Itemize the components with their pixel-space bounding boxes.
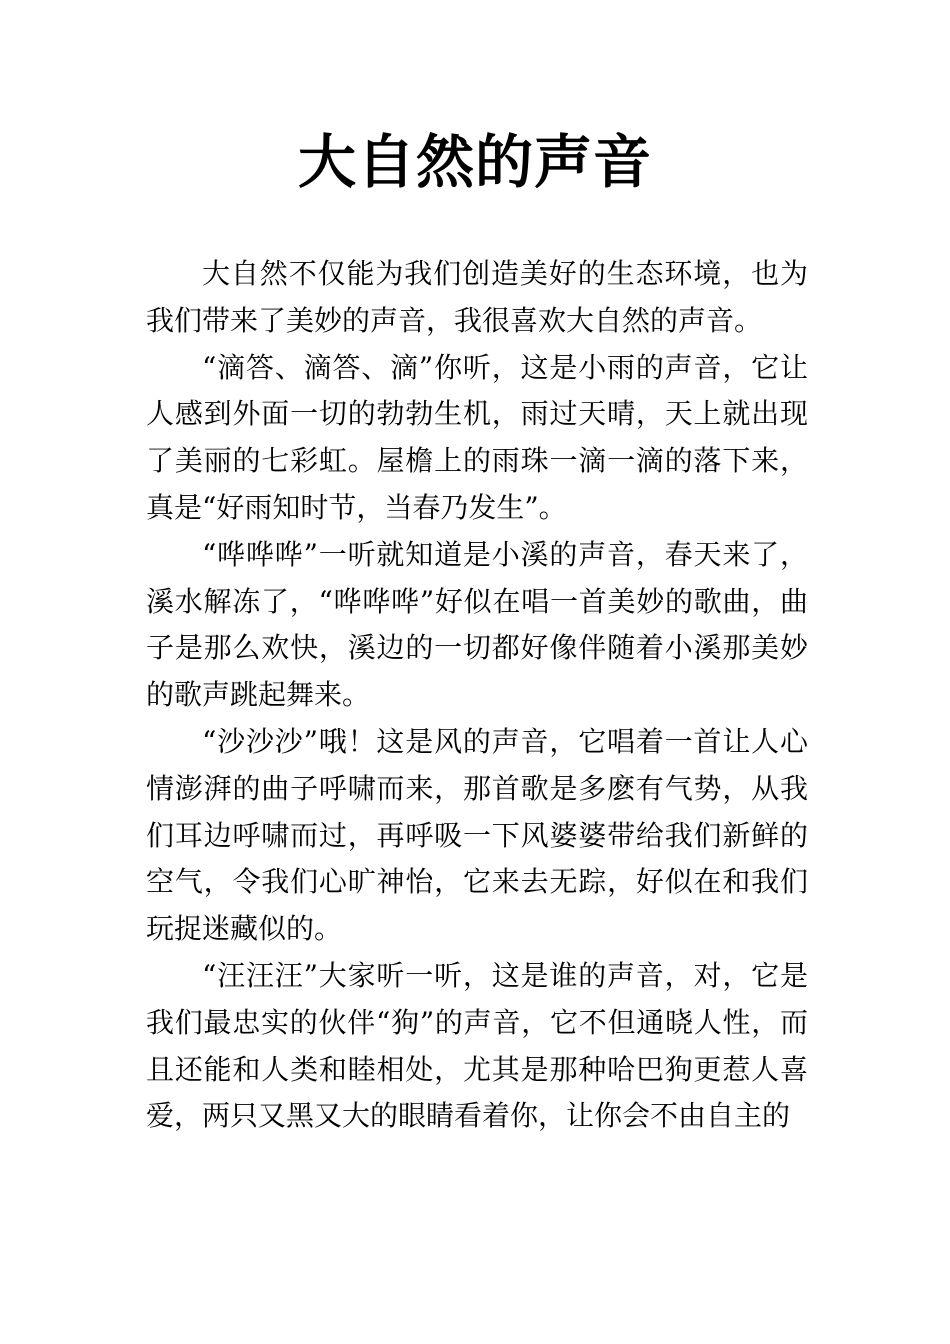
- document-title: 大自然的声音: [297, 128, 652, 196]
- paragraph-dog: “汪汪汪”大家听一听，这是谁的声音，对，它是我们最忠实的伙伴“狗”的声音，它不但通晓人性，而且还能和人类和睦相处，尤其是那种哈巴狗更惹人喜爱，两只又黑又大的眼睛看着你，让你会不由自主的: [146, 958, 808, 1133]
- paragraph-stream: “哗哗哗”一听就知道是小溪的声音，春天来了，溪水解冻了，“哗哗哗”好似在唱一首美妙的歌曲，曲子是那么欢快，溪边的一切都好像伴随着小溪那美妙的歌声跳起舞来。: [146, 537, 808, 712]
- document-body: [146, 251, 808, 1140]
- paragraph-intro: 大自然不仅能为我们创造美好的生态环境，也为我们带来了美妙的声音，我很喜欢大自然的声音。: [146, 257, 808, 337]
- paragraph-rain: “滴答、滴答、滴”你听，这是小雨的声音，它让人感到外面一切的勃勃生机，雨过天晴，天上就出现了美丽的七彩虹。屋檐上的雨珠一滴一滴的落下来，真是“好雨知时节，当春乃发生”。: [146, 350, 808, 524]
- paragraph-wind: “沙沙沙”哦！这是风的声音，它唱着一首让人心情澎湃的曲子呼啸而来，那首歌是多麽有气势，从我们耳边呼啸而过，再呼吸一下风婆婆带给我们新鲜的空气，令我们心旷神怡，它来去无踪，好似在和我们玩捉迷藏似的。: [146, 724, 808, 946]
